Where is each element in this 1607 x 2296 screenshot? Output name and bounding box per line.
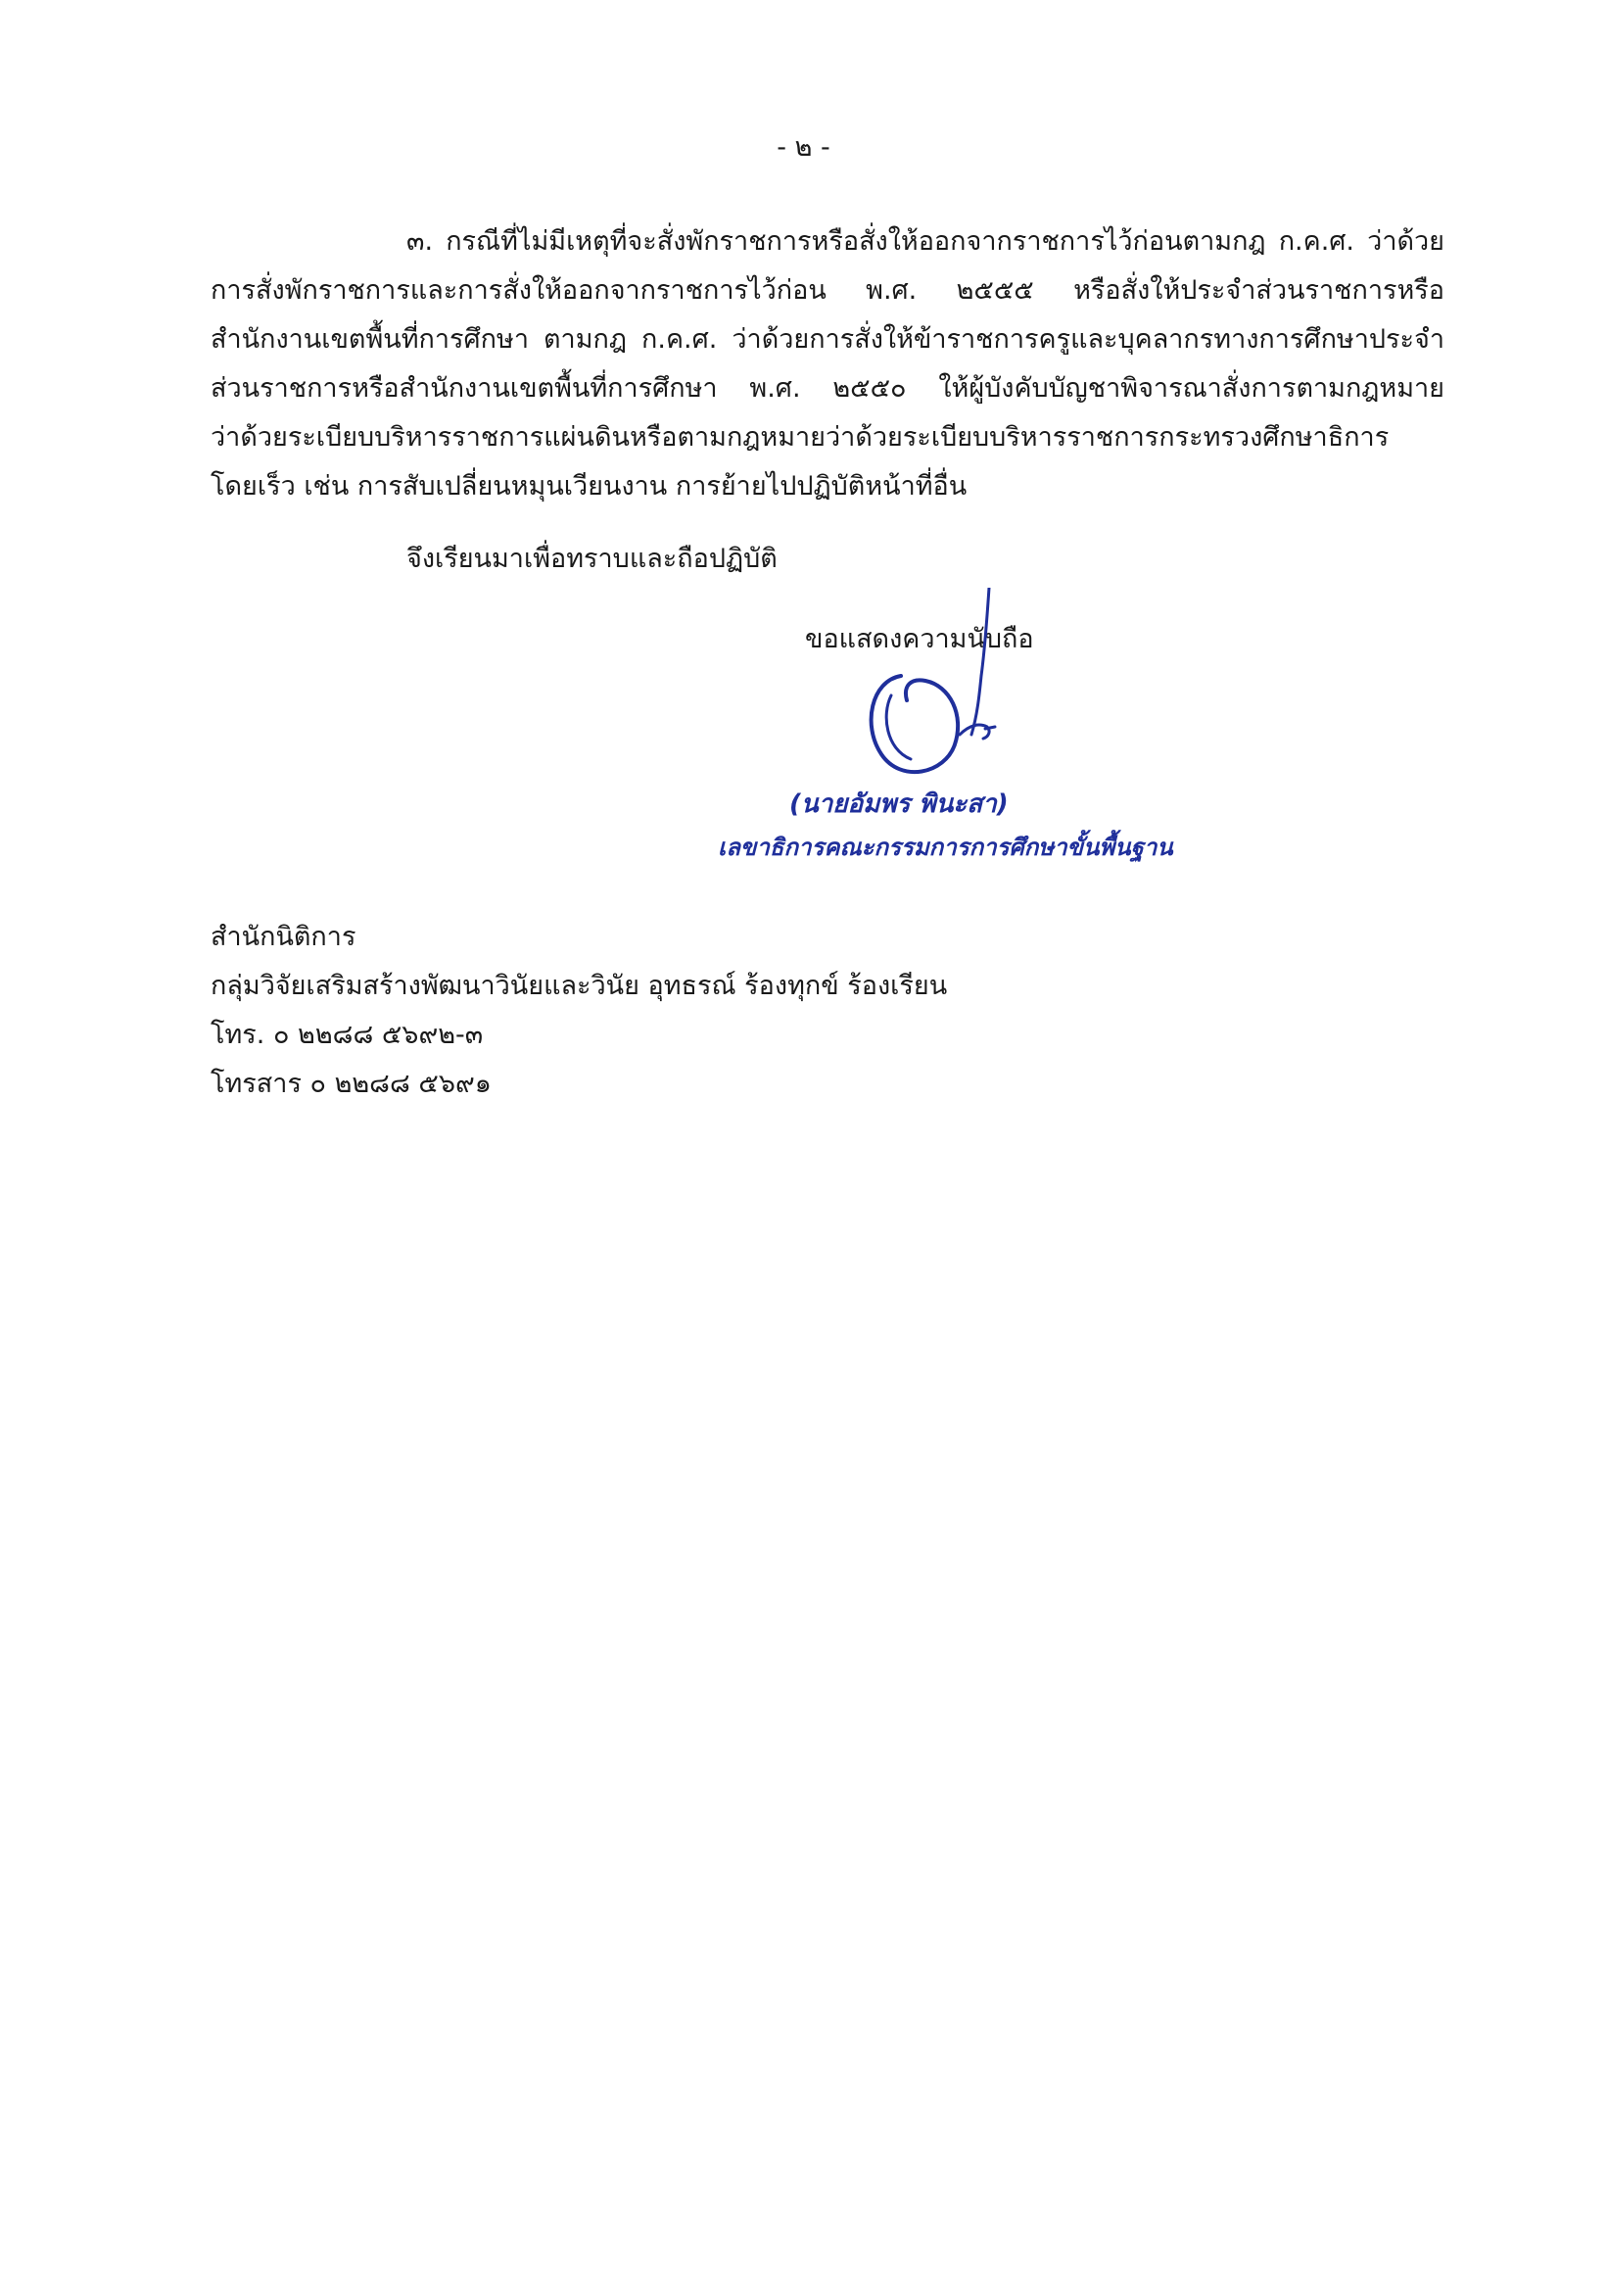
handwritten-signature	[842, 588, 1038, 793]
phone-number: โทร. ๐ ๒๒๘๘ ๕๖๙๒-๓	[211, 1020, 484, 1050]
signer-title: เลขาธิการคณะกรรมการการศึกษาขั้นพื้นฐาน	[718, 834, 1173, 861]
page-number: - ๒ -	[777, 132, 830, 163]
fax-number: โทรสาร ๐ ๒๒๘๘ ๕๖๙๑	[211, 1069, 492, 1099]
body-line: สำนักงานเขตพื้นที่การศึกษา ตามกฎ ก.ค.ศ. ว่าด้วยการสั่งให้ข้าราชการครูและบุคลากรทางการศึกษาประจำ	[211, 324, 1444, 355]
footer-contact	[211, 913, 947, 1109]
closing-text: จึงเรียนมาเพื่อทราบและถือปฏิบัติ	[406, 544, 778, 574]
group-name: กลุ่มวิจัยเสริมสร้างพัฒนาวินัยและวินัย อุทธรณ์ ร้องทุกข์ ร้องเรียน	[211, 971, 948, 1001]
body-line: ๓. กรณีที่ไม่มีเหตุที่จะสั่งพักราชการหรือสั่งให้ออกจากราชการไว้ก่อนตามกฎ ก.ค.ศ. ว่าด้วย	[406, 226, 1444, 257]
body-line: การสั่งพักราชการและการสั่งให้ออกจากราชการไว้ก่อน พ.ศ. ๒๕๕๕ หรือสั่งให้ประจำส่วนราชการหรือ	[211, 275, 1444, 306]
signer-name: (นายอัมพร พินะสา)	[789, 789, 1009, 819]
regards-text: ขอแสดงความนับถือ	[805, 624, 1034, 654]
body-line: โดยเร็ว เช่น การสับเปลี่ยนหมุนเวียนงาน การย้ายไปปฏิบัติหน้าที่อื่น	[211, 471, 968, 502]
body-paragraph	[211, 217, 1444, 511]
office-name: สำนักนิติการ	[211, 922, 356, 952]
body-line: ส่วนราชการหรือสำนักงานเขตพื้นที่การศึกษา พ.ศ. ๒๕๕๐ ให้ผู้บังคับบัญชาพิจารณาสั่งการตามกฎหมาย	[211, 373, 1444, 404]
body-line: ว่าด้วยระเบียบบริหารราชการแผ่นดินหรือตามกฎหมายว่าด้วยระเบียบบริหารราชการกระทรวงศึกษาธิการ	[211, 422, 1390, 453]
